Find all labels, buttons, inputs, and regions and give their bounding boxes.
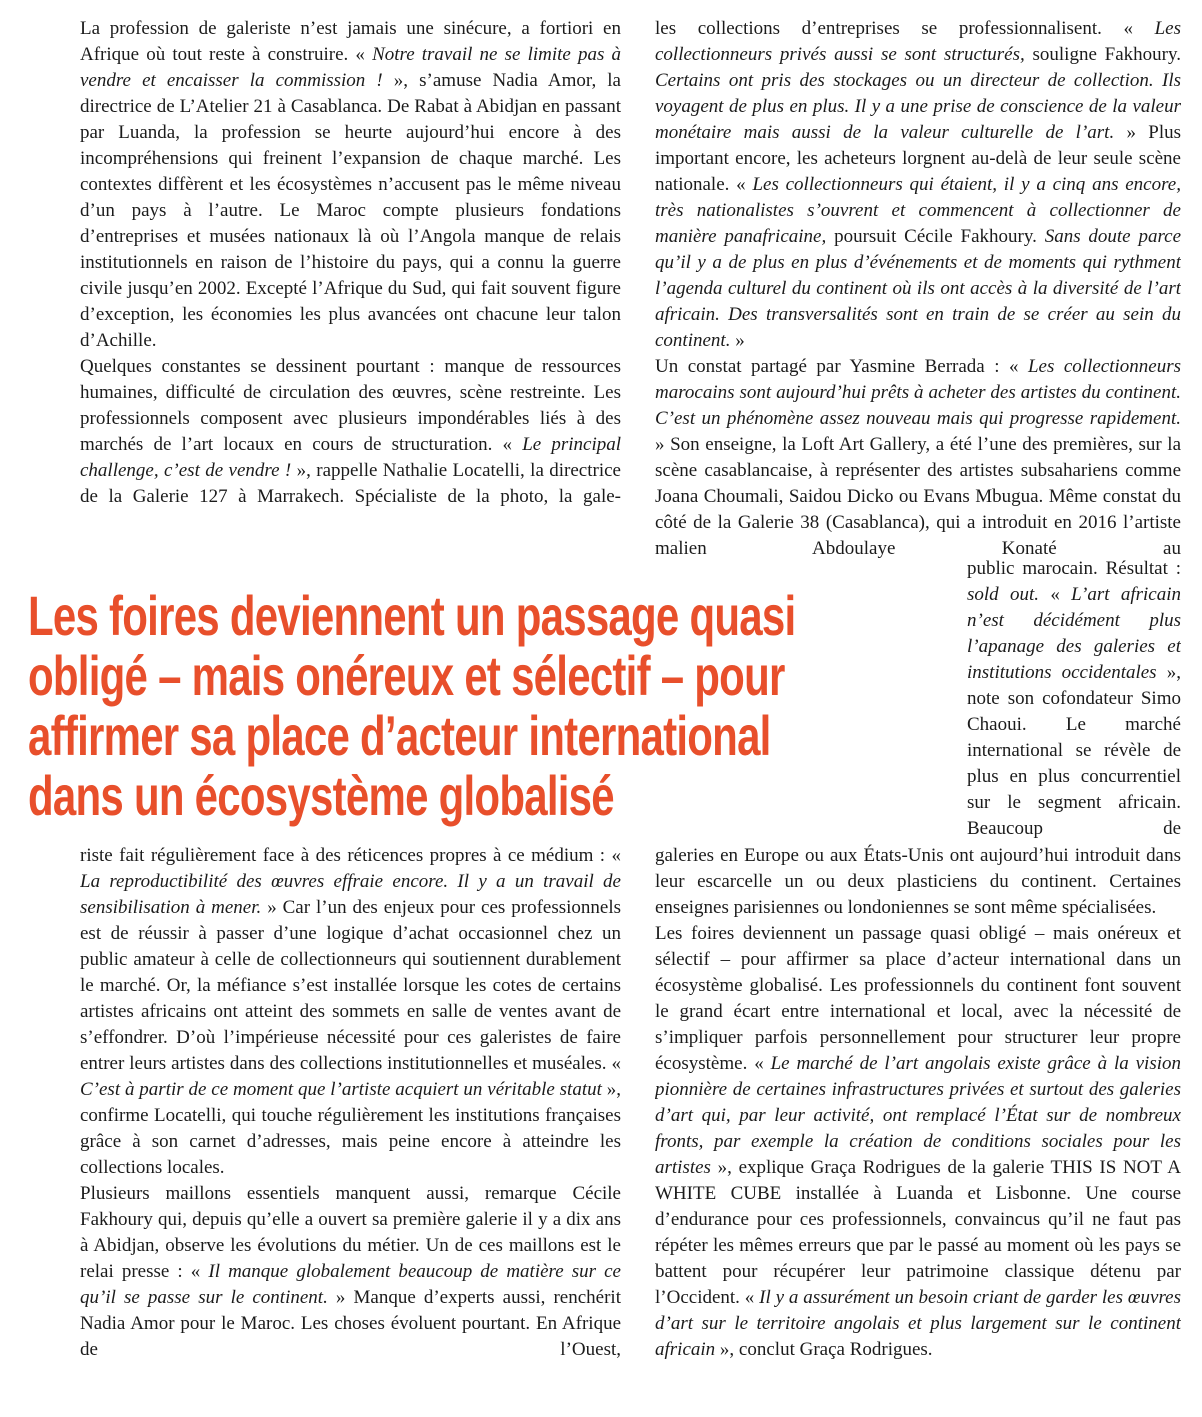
- text-run-italic: La reproductibilité des œuvres effraie encore. Il y a un travail de sensibilisation à mener.: [80, 871, 621, 918]
- paragraph: [967, 556, 1181, 842]
- text-run: » Car l’un des enjeux pour ces professionnels est de réussir à passer d’une logique d’achat occasionnel chez un public amateur à celle de collectionneurs qui soutiennent durablement le marché. Or, la méfiance s’est installée lorsque les cotes de certains artistes africains ont atteint des sommets en salle de ventes avant de s’effondrer. D’où l’impérieuse nécessité pour ces galeristes de faire entrer leurs artistes dans des collections institutionnelles et muséales. «: [80, 897, 621, 1074]
- text-run: poursuit Cécile Fakhoury.: [834, 226, 1045, 247]
- text-run-italic: Il y a assurément un besoin criant de garder les œuvres d’art sur le territoire angolais et plus largement sur le continent africain: [655, 1287, 1181, 1360]
- text-run: riste fait régulièrement face à des réticences propres à ce médium : «: [80, 845, 621, 866]
- paragraph: [80, 16, 621, 354]
- paragraph: [655, 921, 1181, 1363]
- text-run: souligne Fakhoury.: [1032, 44, 1181, 65]
- pull-quote-line: affirmer sa place d’acteur international: [28, 704, 771, 767]
- text-run: », conclut Graça Rodrigues.: [719, 1339, 933, 1360]
- text-run: », confirme Locatelli, qui touche régulièrement les institutions françaises grâce à son carnet d’adresses, mais peine encore à atteindre les collections locales.: [80, 1079, 621, 1178]
- pull-quote-line: obligé – mais onéreux et sélectif – pour: [28, 644, 785, 707]
- left-column-bottom: [80, 843, 621, 1415]
- text-run-italic: C’est à partir de ce moment que l’artiste acquiert un véritable statut: [80, 1079, 607, 1100]
- text-run-italic: Il manque globalement beaucoup de matière sur ce qu’il se passe sur le continent.: [80, 1261, 621, 1308]
- text-run-italic: Sans doute parce qu’il y a de plus en plus d’événements et de moments qui rythment l’agenda culturel du continent où ils ont accès à la diversité de l’art africain. Des transversalités sont en train de se créer au sein du continent.: [655, 226, 1181, 351]
- text-run-italic: Les collectionneurs privés aussi se sont structurés,: [655, 18, 1181, 65]
- text-run: » Son enseigne, la Loft Art Gallery, a été l’une des premières, sur la scène casablancaise, à représenter des artistes subsahariens comme Joana Choumali, Saidou Dicko ou Evans Mbugua. Même constat du côté de la Galerie 38 (Casablanca), qui a introduit en 2016 l’artiste malien Abdoulaye Konaté au: [655, 434, 1181, 559]
- text-run: »: [735, 330, 745, 351]
- text-run: » Manque d’experts aussi, renchérit Nadia Amor pour le Maroc. Les choses évoluent pourtant. En Afrique de l’Ouest,: [80, 1287, 621, 1360]
- text-run: » Plus important encore, les acheteurs lorgnent au-delà de leur seule scène nationale. «: [655, 122, 1181, 195]
- pull-quote-line: dans un écosystème globalisé: [28, 764, 614, 827]
- text-run-italic: Le marché de l’art angolais existe grâce à la vision pionnière de certaines infrastructures privées et surtout des galeries d’art qui, par leur activité, ont remplacé l’État sur de nombreux fronts, par exemple la création de conditions sociales pour les artistes: [655, 1053, 1181, 1178]
- text-run-italic: Certains ont pris des stockages ou un directeur de collection. Ils voyagent de plus en plus. Il y a une prise de conscience de la valeur monétaire mais aussi de la valeur culturelle de l’art.: [655, 70, 1181, 143]
- text-run: «: [1050, 584, 1072, 605]
- text-run: », rappelle Nathalie Locatelli, la directrice de la Galerie 127 à Marrakech. Spécialiste de la photo, la gale-: [80, 460, 621, 507]
- text-run-italic: sold out.: [967, 584, 1051, 605]
- text-run-italic: Le principal challenge, c’est de vendre !: [80, 434, 621, 481]
- text-run-italic: Notre travail ne se limite pas à vendre et encaisser la commission !: [80, 44, 621, 91]
- paragraph: [655, 354, 1181, 562]
- right-column-bottom: [655, 843, 1181, 1415]
- text-run: », note son cofondateur Simo Chaoui. Le marché international se révèle de plus en plus concurrentiel sur le segment africain. Beaucoup de: [967, 662, 1181, 839]
- paragraph: [655, 843, 1181, 921]
- paragraph: [80, 843, 621, 1181]
- paragraph: [655, 16, 1181, 354]
- text-run-italic: Les collectionneurs qui étaient, il y a cinq ans encore, très nationalistes s’ouvrent et commencent à collectionner de manière panafricaine,: [655, 174, 1181, 247]
- right-column-narrow: [967, 556, 1181, 842]
- text-run-italic: L’art africain n’est décidément plus l’apanage des galeries et institutions occidentales: [967, 584, 1181, 683]
- text-run: public marocain. Résultat :: [967, 558, 1181, 579]
- right-column-top: [655, 16, 1181, 562]
- paragraph: [80, 354, 621, 510]
- left-column-top: [80, 16, 621, 588]
- text-run: Les foires deviennent un passage quasi obligé – mais onéreux et sélectif – pour affirmer sa place d’acteur international dans un écosystème globalisé. Les professionnels du continent font souvent le grand écart entre international et local, avec la nécessité de s’impliquer parfois personnellement pour structurer leur propre écosystème. «: [655, 923, 1181, 1074]
- text-run: Plusieurs maillons essentiels manquent aussi, remarque Cécile Fakhoury qui, depuis qu’elle a ouvert sa première galerie il y a dix ans à Abidjan, observe les évolutions du métier. Un de ces maillons est le relai presse : «: [80, 1183, 621, 1282]
- text-run-italic: Les collectionneurs marocains sont aujourd’hui prêts à acheter des artistes du continent. C’est un phénomène assez nouveau mais qui progresse rapidement.: [655, 356, 1181, 429]
- text-run: Quelques constantes se dessinent pourtant : manque de ressources humaines, difficulté de circulation des œuvres, scène restreinte. Les professionnels composent avec plusieurs impondérables liés à des marchés de l’art locaux en cours de structuration. «: [80, 356, 621, 455]
- pull-quote-line: Les foires deviennent un passage quasi: [28, 584, 796, 647]
- text-run: », s’amuse Nadia Amor, la directrice de L’Atelier 21 à Casablanca. De Rabat à Abidjan en passant par Luanda, la profession se heurte aujourd’hui encore à des incompréhensions qui freinent l’expansion de chaque marché. Les contextes diffèrent et les écosystèmes n’accusent pas le même niveau d’un pays à l’autre. Le Maroc compte plusieurs fondations d’entreprises et musées nationaux là où l’Angola manque de relais institutionnels en raison de l’histoire du pays, qui a connu la guerre civile jusqu’en 2002. Excepté l’Afrique du Sud, qui fait souvent figure d’exception, les économies les plus avancées ont chacune leur talon d’Achille.: [80, 70, 621, 351]
- text-run: Un constat partagé par Yasmine Berrada : «: [655, 356, 1028, 377]
- paragraph: [80, 1181, 621, 1363]
- text-run: », explique Graça Rodrigues de la galerie THIS IS NOT A WHITE CUBE installée à Luanda et Lisbonne. Une course d’endurance pour ces professionnels, convaincus qu’il ne faut pas répéter les mêmes erreurs que par le passé au moment où les pays se battent pour récupérer leur patrimoine classique détenu par l’Occident. «: [655, 1157, 1181, 1308]
- text-run: galeries en Europe ou aux États-Unis ont aujourd’hui introduit dans leur escarcelle un ou deux plasticiens du continent. Certaines enseignes parisiennes ou londoniennes se sont même spécialisées.: [655, 845, 1181, 918]
- pull-quote: [28, 586, 888, 826]
- text-run: La profession de galeriste n’est jamais une sinécure, a fortiori en Afrique où tout reste à construire. «: [80, 18, 621, 65]
- text-run: les collections d’entreprises se professionnalisent. «: [655, 18, 1155, 39]
